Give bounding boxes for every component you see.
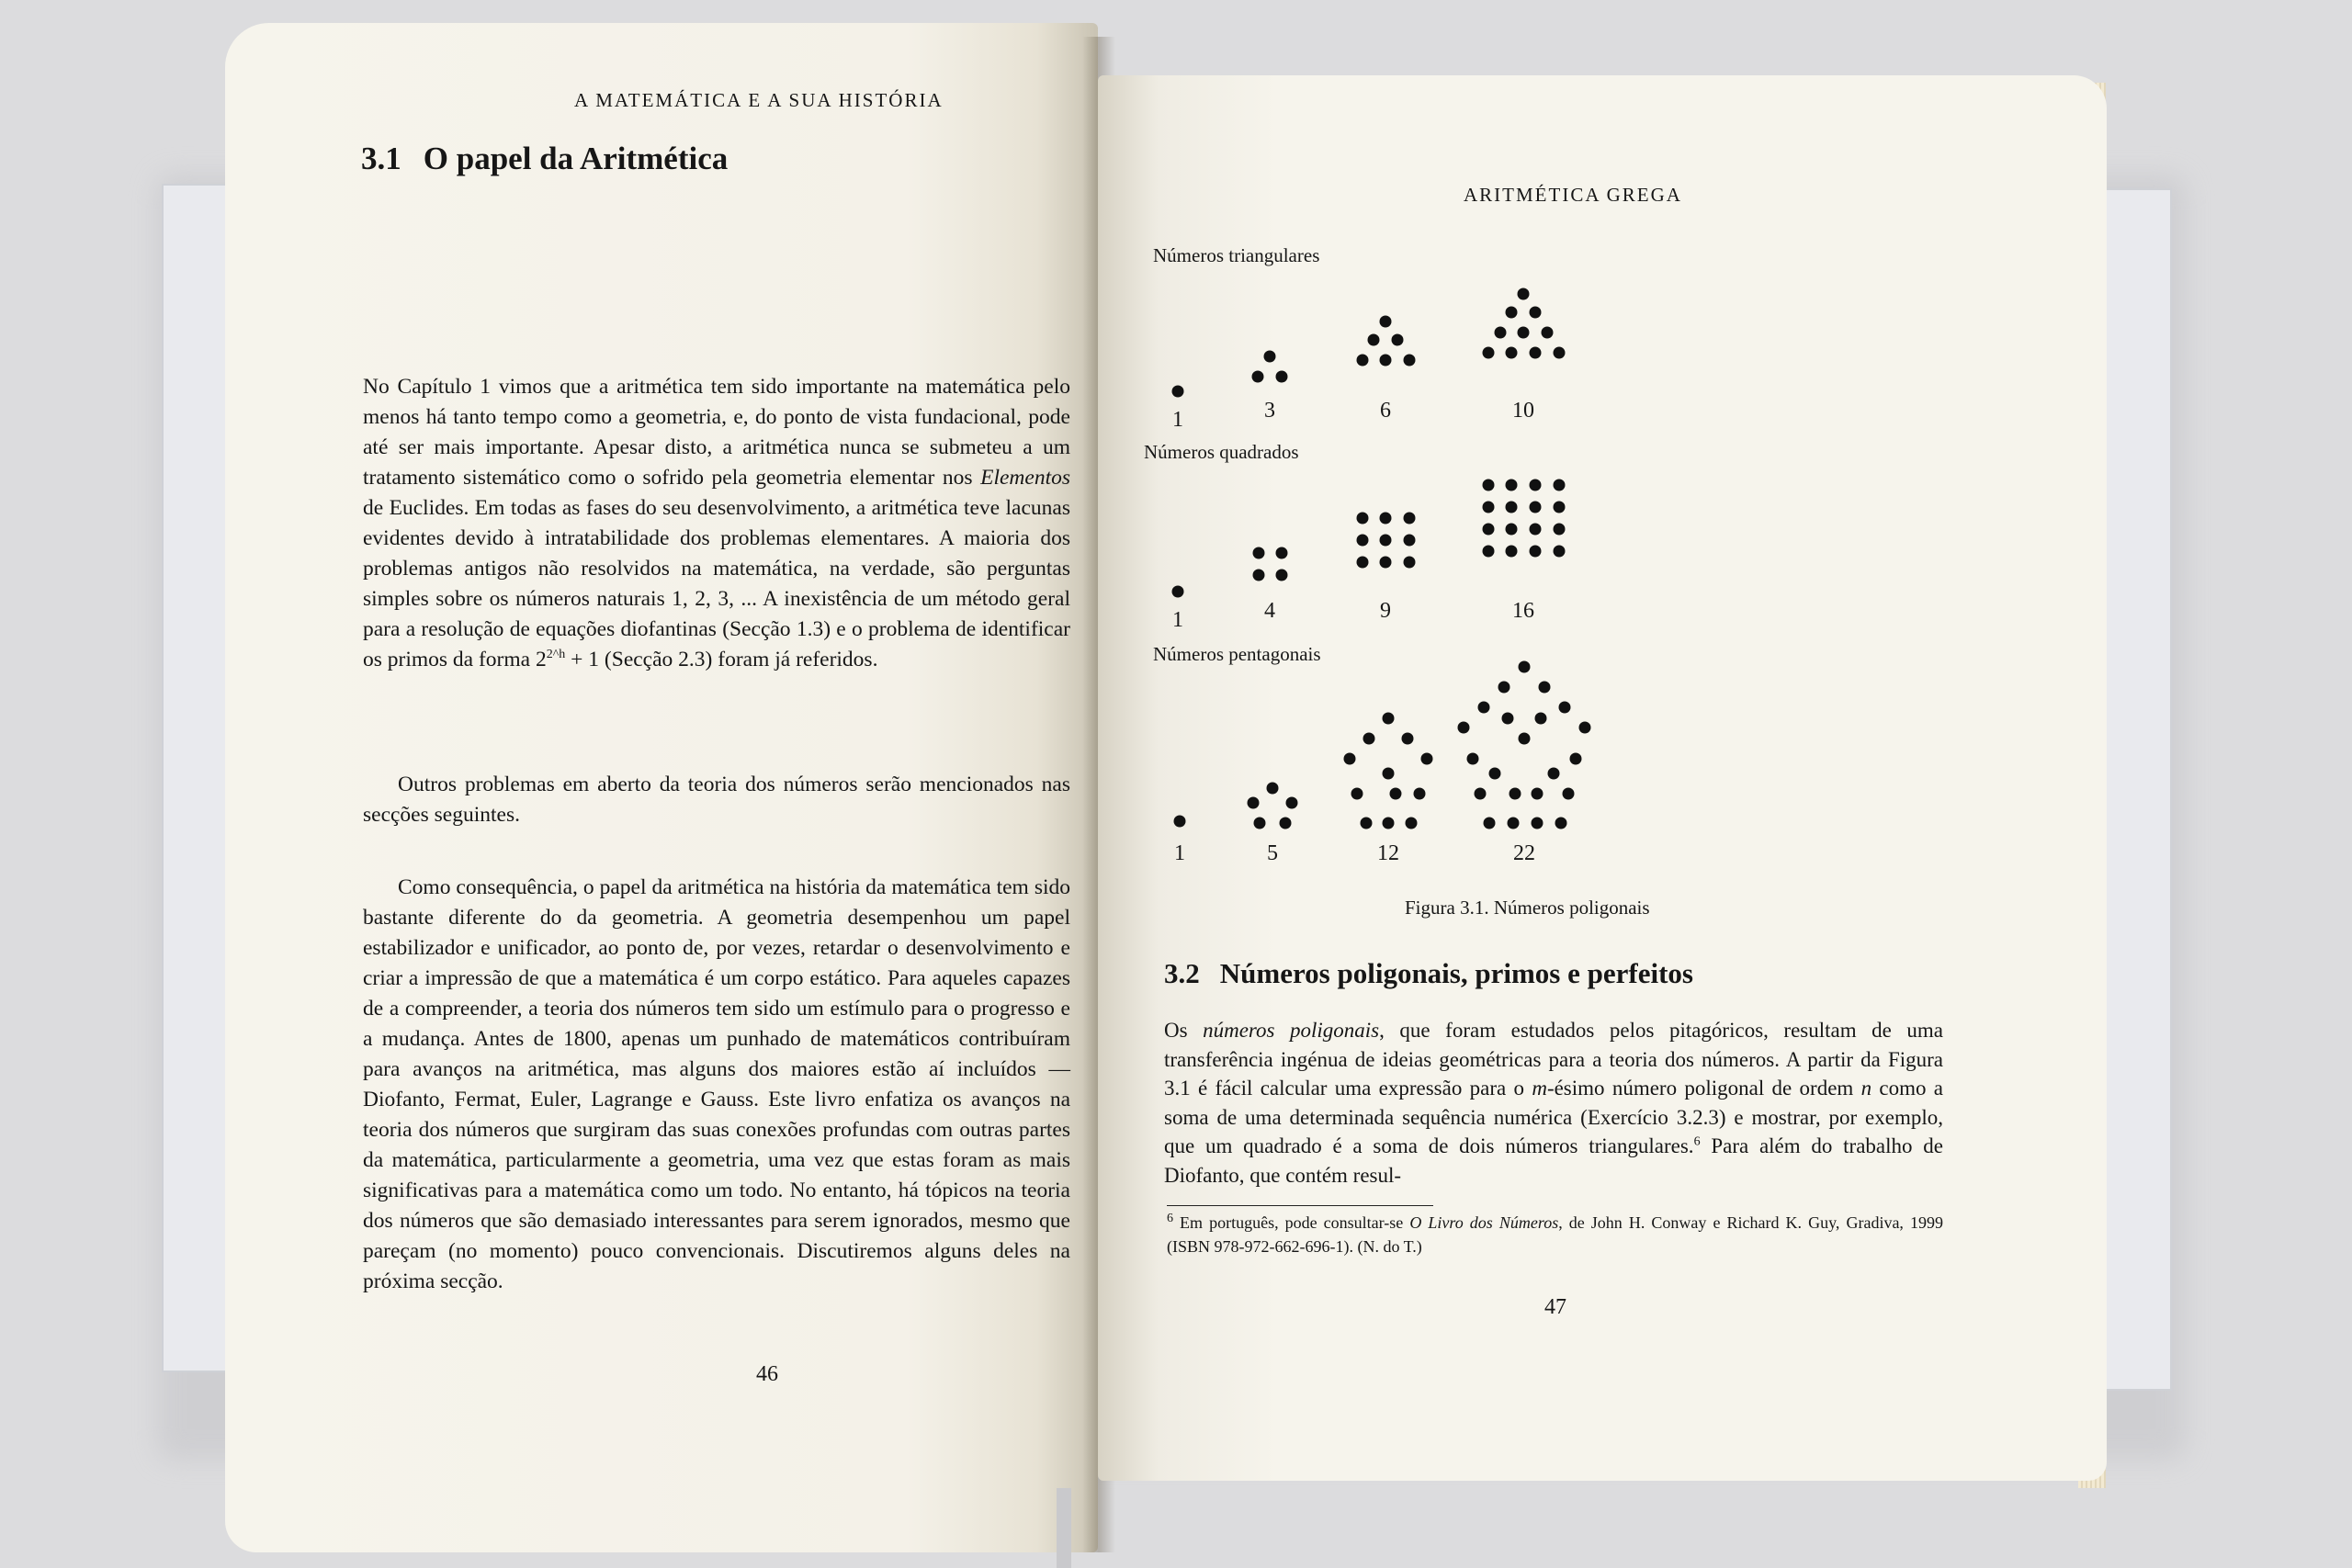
section-number: 3.1 <box>361 141 401 176</box>
right-page <box>1098 75 2107 1481</box>
paragraph-1: No Capítulo 1 vimos que a aritmética tem sido importante na matemática pelo menos há tanto tempo como a geometria, e, do ponto de vista fundacional, pode até ser mais importante. Apesar disto, a aritmética nunca se submeteu a um tratamento sistemático como o sofrido pela geometria elementar nos Elementos de Euclides. Em todas as fases do seu desenvolvimento, a aritmética teve lacunas evidentes devido à intratabilidade dos problemas elementares. A maioria dos problemas antigos não resolvidos na matemática, na verdade, são perguntas simples sobre os números naturais 1, 2, 3, ... A inexistência de um método geral para a resolução de equações diofantinas (Secção 1.3) e o problema de identificar os primos da forma $2^{2\^{}h} + 1$ (Secção 2.3) foram já referidos. <box>363 375 1070 671</box>
pent-value-4: 22 <box>1513 841 1535 865</box>
tri-value-3: 6 <box>1380 399 1391 423</box>
pent-value-1: 1 <box>1174 841 1185 865</box>
running-head-right: ARITMÉTICA GREGA <box>1464 184 1682 206</box>
tri-value-4: 10 <box>1512 399 1534 423</box>
pent-value-2: 5 <box>1267 841 1278 865</box>
triangular-dots <box>1172 288 1566 398</box>
tri-value-2: 3 <box>1264 399 1275 423</box>
square-dots <box>1172 479 1566 598</box>
figure-dot-diagram <box>1153 259 2072 920</box>
tri-value-1: 1 <box>1172 408 1183 432</box>
figure-polygonal-numbers <box>1144 244 2072 939</box>
footnote-6: $^6$ Em português, pode consultar-se O Livro dos Números, de John H. Conway e Richard K. Guy, Gradiva, 1999 (ISBN 978-972-662-696-1). (N. do T.) <box>1167 1212 1943 1256</box>
sq-value-3: 9 <box>1380 599 1391 623</box>
paragraph-2: Outros problemas em aberto da teoria dos números serão mencionados nas secções seguintes. <box>363 773 1070 827</box>
paragraph-3: Como consequência, o papel da aritmética na história da matemática tem sido bastante diferente do da geometria. A geometria desempenhou um papel estabilizador e unificador, ao ponto de, por vezes, retardar o desenvolvimento e criar a impressão de que a matemática é um corpo estático. Para aqueles capazes de a compreender, a teoria dos números tem sido um estímulo para o progresso e a mudança. Antes de 1800, apenas um punhado de matemáticos contribuíram para avanços na aritmética, mas alguns dos maiores estão aí incluídos — Diofanto, Fermat, Euler, Lagrange e Gauss. Este livro enfatiza os avanços na teoria dos números que surgiram das suas conexões profundas com outras partes da matemática, particularmente a geometria, uma vez que estas foram as mais significativas para a matemática como um todo. No entanto, há tópicos na teoria dos números que são demasiado interessantes para serem ignorados, mesmo que pareçam (no momento) pouco convencionais. Discutiremos alguns deles na próxima secção. <box>363 875 1070 1293</box>
section-number-3-2: 3.2 <box>1164 957 1200 989</box>
sq-value-4: 16 <box>1512 599 1534 623</box>
figure-row-label-square: Números quadrados <box>1144 441 1299 463</box>
running-head-left: A MATEMÁTICA E A SUA HISTÓRIA <box>574 89 944 111</box>
sq-value-1: 1 <box>1172 608 1183 632</box>
figure-row-label-triangular: Números triangulares <box>1153 244 1320 266</box>
page-number-right: 47 <box>1544 1295 1566 1319</box>
section-heading-3-1 <box>361 141 728 177</box>
figure-caption: Figura 3.1. Números poligonais <box>1405 897 1650 919</box>
section-heading-3-2 <box>1164 957 1693 990</box>
sq-value-2: 4 <box>1264 599 1275 623</box>
footnote-rule <box>1167 1205 1433 1206</box>
pentagonal-dots <box>1174 661 1591 829</box>
paragraph-polygonal: Os números poligonais, que foram estudados pelos pitagóricos, resultam de uma transferência ingénua de ideias geométricas para a teoria dos números. A partir da Figura 3.1 é fácil calcular uma expressão para o m-ésimo número poligonal de ordem n como a soma de uma determinada sequência numérica (Exercício 3.2.3) e mostrar, por exemplo, que um quadrado é a soma de dois números triangulares.$^6$ Para além do trabalho de Diofanto, que contém resul- <box>1164 1019 1944 1187</box>
pent-value-3: 12 <box>1377 841 1399 865</box>
section-title: O papel da Aritmética <box>423 141 729 176</box>
bookmark-ribbon <box>1057 1488 1071 1568</box>
left-page <box>225 23 1098 1552</box>
page-number-left: 46 <box>756 1362 778 1386</box>
figure-row-label-pentagonal: Números pentagonais <box>1153 643 1321 665</box>
section-title-3-2: Números poligonais, primos e perfeitos <box>1219 957 1693 989</box>
